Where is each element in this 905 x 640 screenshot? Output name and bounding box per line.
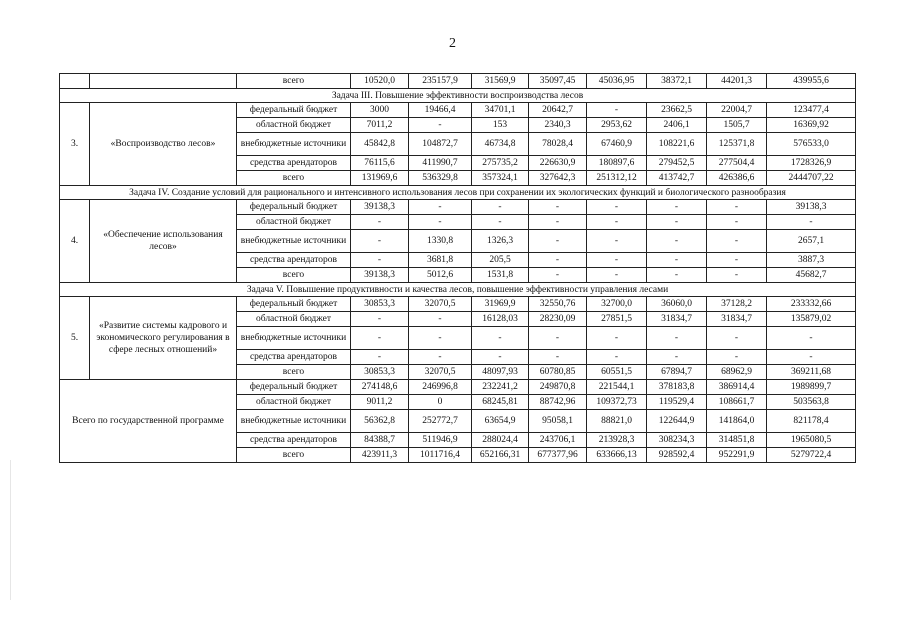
value-cell: 95058,1 [529, 410, 587, 433]
value-cell: 76115,6 [351, 156, 409, 171]
value-cell: - [351, 327, 409, 350]
source-cell: средства арендаторов [237, 253, 351, 268]
source-cell: всего [237, 74, 351, 89]
value-cell: 60551,5 [587, 365, 647, 380]
value-cell: - [707, 230, 767, 253]
value-cell: 44201,3 [707, 74, 767, 89]
source-cell: федеральный бюджет [237, 200, 351, 215]
value-cell: 251312,12 [587, 171, 647, 186]
value-cell: - [409, 350, 472, 365]
value-cell: - [529, 327, 587, 350]
value-cell: 131969,6 [351, 171, 409, 186]
source-cell: средства арендаторов [237, 350, 351, 365]
row-number: 3. [60, 103, 90, 186]
value-cell: 1965080,5 [767, 433, 856, 448]
value-cell: 0 [409, 395, 472, 410]
value-cell: 16128,03 [472, 312, 529, 327]
value-cell: - [587, 103, 647, 118]
value-cell: - [587, 253, 647, 268]
value-cell: - [529, 215, 587, 230]
value-cell: 38372,1 [647, 74, 707, 89]
value-cell: 821178,4 [767, 410, 856, 433]
value-cell: 10520,0 [351, 74, 409, 89]
row-number: 5. [60, 297, 90, 380]
value-cell: 31569,9 [472, 74, 529, 89]
value-cell: 511946,9 [409, 433, 472, 448]
value-cell: - [409, 118, 472, 133]
value-cell: 2657,1 [767, 230, 856, 253]
value-cell: - [529, 253, 587, 268]
value-cell: - [587, 350, 647, 365]
value-cell: 125371,8 [707, 133, 767, 156]
value-cell: - [647, 215, 707, 230]
value-cell: 32700,0 [587, 297, 647, 312]
value-cell: - [529, 230, 587, 253]
value-cell: 1330,8 [409, 230, 472, 253]
value-cell: - [707, 215, 767, 230]
value-cell: 233332,66 [767, 297, 856, 312]
value-cell: - [647, 253, 707, 268]
value-cell: 357324,1 [472, 171, 529, 186]
value-cell: 20642,7 [529, 103, 587, 118]
value-cell: 423911,3 [351, 448, 409, 463]
value-cell: 378183,8 [647, 380, 707, 395]
page-number: 2 [449, 36, 456, 51]
value-cell: 2953,62 [587, 118, 647, 133]
value-cell: 31834,7 [707, 312, 767, 327]
value-cell: 84388,7 [351, 433, 409, 448]
task-title: Задача III. Повышение эффективности воспроизводства лесов [60, 89, 856, 103]
table-row [60, 200, 856, 215]
value-cell: 32550,76 [529, 297, 587, 312]
value-cell: 314851,8 [707, 433, 767, 448]
source-cell: федеральный бюджет [237, 297, 351, 312]
value-cell: - [351, 230, 409, 253]
task-title: Задача V. Повышение продуктивности и качества лесов, повышение эффективности управления лесами [60, 283, 856, 297]
value-cell: 68245,81 [472, 395, 529, 410]
value-cell: 32070,5 [409, 297, 472, 312]
value-cell: 3000 [351, 103, 409, 118]
value-cell: 31834,7 [647, 312, 707, 327]
value-cell: 9011,2 [351, 395, 409, 410]
table-row [60, 74, 856, 89]
value-cell: 3887,3 [767, 253, 856, 268]
value-cell: 576533,0 [767, 133, 856, 156]
value-cell: 37128,2 [707, 297, 767, 312]
value-cell: 39138,3 [351, 200, 409, 215]
row-number: 4. [60, 200, 90, 283]
value-cell: 35097,45 [529, 74, 587, 89]
value-cell: 235157,9 [409, 74, 472, 89]
table-row [60, 297, 856, 312]
value-cell: 386914,4 [707, 380, 767, 395]
value-cell: 34701,1 [472, 103, 529, 118]
value-cell: 503563,8 [767, 395, 856, 410]
value-cell: 243706,1 [529, 433, 587, 448]
source-cell: всего [237, 268, 351, 283]
value-cell: - [409, 327, 472, 350]
value-cell: 180897,6 [587, 156, 647, 171]
value-cell: 2340,3 [529, 118, 587, 133]
value-cell: 46734,8 [472, 133, 529, 156]
value-cell: - [529, 350, 587, 365]
value-cell: 232241,2 [472, 380, 529, 395]
value-cell: 288024,4 [472, 433, 529, 448]
value-cell: - [587, 327, 647, 350]
value-cell: 5012,6 [409, 268, 472, 283]
value-cell: - [767, 350, 856, 365]
value-cell: - [587, 230, 647, 253]
value-cell: 1989899,7 [767, 380, 856, 395]
value-cell: 39138,3 [767, 200, 856, 215]
value-cell: 48097,93 [472, 365, 529, 380]
measure-name: «Воспроизводство лесов» [90, 103, 237, 186]
source-cell: областной бюджет [237, 215, 351, 230]
value-cell: 369211,68 [767, 365, 856, 380]
value-cell: - [647, 200, 707, 215]
source-cell: средства арендаторов [237, 433, 351, 448]
task-row [60, 186, 856, 200]
value-cell: 246996,8 [409, 380, 472, 395]
value-cell: - [472, 200, 529, 215]
value-cell: 122644,9 [647, 410, 707, 433]
value-cell: 426386,6 [707, 171, 767, 186]
table-row [60, 380, 856, 395]
value-cell: 213928,3 [587, 433, 647, 448]
measure-name: «Развитие системы кадрового и экономического регулирования в сфере лесных отношений» [90, 297, 237, 380]
value-cell: 1326,3 [472, 230, 529, 253]
value-cell: 141864,0 [707, 410, 767, 433]
value-cell: 2444707,22 [767, 171, 856, 186]
source-cell: федеральный бюджет [237, 380, 351, 395]
source-cell: всего [237, 171, 351, 186]
value-cell: - [409, 200, 472, 215]
value-cell: - [587, 215, 647, 230]
value-cell: - [529, 200, 587, 215]
value-cell: 78028,4 [529, 133, 587, 156]
value-cell: - [647, 350, 707, 365]
source-cell: средства арендаторов [237, 156, 351, 171]
value-cell: 67894,7 [647, 365, 707, 380]
value-cell: - [409, 215, 472, 230]
value-cell: 633666,13 [587, 448, 647, 463]
value-cell: 411990,7 [409, 156, 472, 171]
value-cell: 45842,8 [351, 133, 409, 156]
value-cell: 28230,09 [529, 312, 587, 327]
budget-table [59, 73, 856, 463]
value-cell: 1011716,4 [409, 448, 472, 463]
value-cell: - [707, 253, 767, 268]
value-cell: 88821,0 [587, 410, 647, 433]
value-cell: - [351, 312, 409, 327]
number-cell [60, 74, 90, 89]
source-cell: всего [237, 365, 351, 380]
value-cell: 153 [472, 118, 529, 133]
value-cell: 1728326,9 [767, 156, 856, 171]
value-cell: 2406,1 [647, 118, 707, 133]
value-cell: 135879,02 [767, 312, 856, 327]
source-cell: внебюджетные источники [237, 133, 351, 156]
value-cell: - [767, 215, 856, 230]
value-cell: - [707, 350, 767, 365]
value-cell: 5279722,4 [767, 448, 856, 463]
value-cell: 19466,4 [409, 103, 472, 118]
task-row [60, 89, 856, 103]
value-cell: 439955,6 [767, 74, 856, 89]
value-cell: 327642,3 [529, 171, 587, 186]
source-cell: всего [237, 448, 351, 463]
value-cell: 23662,5 [647, 103, 707, 118]
value-cell: - [351, 215, 409, 230]
total-name: Всего по государственной программе [60, 380, 237, 463]
table-row [60, 103, 856, 118]
value-cell: - [707, 200, 767, 215]
value-cell: - [707, 268, 767, 283]
value-cell: 7011,2 [351, 118, 409, 133]
value-cell: 279452,5 [647, 156, 707, 171]
value-cell: 27851,5 [587, 312, 647, 327]
value-cell: 275735,2 [472, 156, 529, 171]
value-cell: 277504,4 [707, 156, 767, 171]
value-cell: 31969,9 [472, 297, 529, 312]
value-cell: 67460,9 [587, 133, 647, 156]
value-cell: 1531,8 [472, 268, 529, 283]
value-cell: 16369,92 [767, 118, 856, 133]
value-cell: 274148,6 [351, 380, 409, 395]
value-cell: - [647, 327, 707, 350]
value-cell: 45036,95 [587, 74, 647, 89]
value-cell: 308234,3 [647, 433, 707, 448]
value-cell: - [587, 268, 647, 283]
value-cell: 413742,7 [647, 171, 707, 186]
value-cell: - [587, 200, 647, 215]
value-cell: 68962,9 [707, 365, 767, 380]
value-cell: 108221,6 [647, 133, 707, 156]
value-cell: - [409, 312, 472, 327]
source-cell: внебюджетные источники [237, 230, 351, 253]
value-cell: - [647, 230, 707, 253]
source-cell: внебюджетные источники [237, 410, 351, 433]
name-cell [90, 74, 237, 89]
value-cell: - [767, 327, 856, 350]
value-cell: - [529, 268, 587, 283]
value-cell: 652166,31 [472, 448, 529, 463]
measure-name: «Обеспечение использования лесов» [90, 200, 237, 283]
value-cell: 88742,96 [529, 395, 587, 410]
source-cell: внебюджетные источники [237, 327, 351, 350]
value-cell: 677377,96 [529, 448, 587, 463]
value-cell: - [472, 327, 529, 350]
source-cell: областной бюджет [237, 118, 351, 133]
value-cell: 30853,3 [351, 365, 409, 380]
source-cell: федеральный бюджет [237, 103, 351, 118]
value-cell: 249870,8 [529, 380, 587, 395]
value-cell: 536329,8 [409, 171, 472, 186]
source-cell: областной бюджет [237, 312, 351, 327]
value-cell: 109372,73 [587, 395, 647, 410]
value-cell: - [707, 327, 767, 350]
value-cell: 928592,4 [647, 448, 707, 463]
value-cell: 119529,4 [647, 395, 707, 410]
value-cell: - [351, 253, 409, 268]
value-cell: 108661,7 [707, 395, 767, 410]
value-cell: 952291,9 [707, 448, 767, 463]
value-cell: 32070,5 [409, 365, 472, 380]
scan-edge-line [10, 460, 11, 600]
value-cell: - [472, 215, 529, 230]
source-cell: областной бюджет [237, 395, 351, 410]
task-title: Задача IV. Создание условий для рационального и интенсивного использования лесов при сохранении их экологических функций и биологического разнообразия [60, 186, 856, 200]
value-cell: 36060,0 [647, 297, 707, 312]
task-row [60, 283, 856, 297]
value-cell: 60780,85 [529, 365, 587, 380]
value-cell: - [351, 350, 409, 365]
value-cell: 22004,7 [707, 103, 767, 118]
value-cell: 1505,7 [707, 118, 767, 133]
value-cell: 226630,9 [529, 156, 587, 171]
value-cell: - [472, 350, 529, 365]
value-cell: 221544,1 [587, 380, 647, 395]
value-cell: 39138,3 [351, 268, 409, 283]
value-cell: 63654,9 [472, 410, 529, 433]
value-cell: 123477,4 [767, 103, 856, 118]
value-cell: 104872,7 [409, 133, 472, 156]
value-cell: 56362,8 [351, 410, 409, 433]
value-cell: 30853,3 [351, 297, 409, 312]
value-cell: 252772,7 [409, 410, 472, 433]
value-cell: 45682,7 [767, 268, 856, 283]
value-cell: 205,5 [472, 253, 529, 268]
value-cell: - [647, 268, 707, 283]
value-cell: 3681,8 [409, 253, 472, 268]
